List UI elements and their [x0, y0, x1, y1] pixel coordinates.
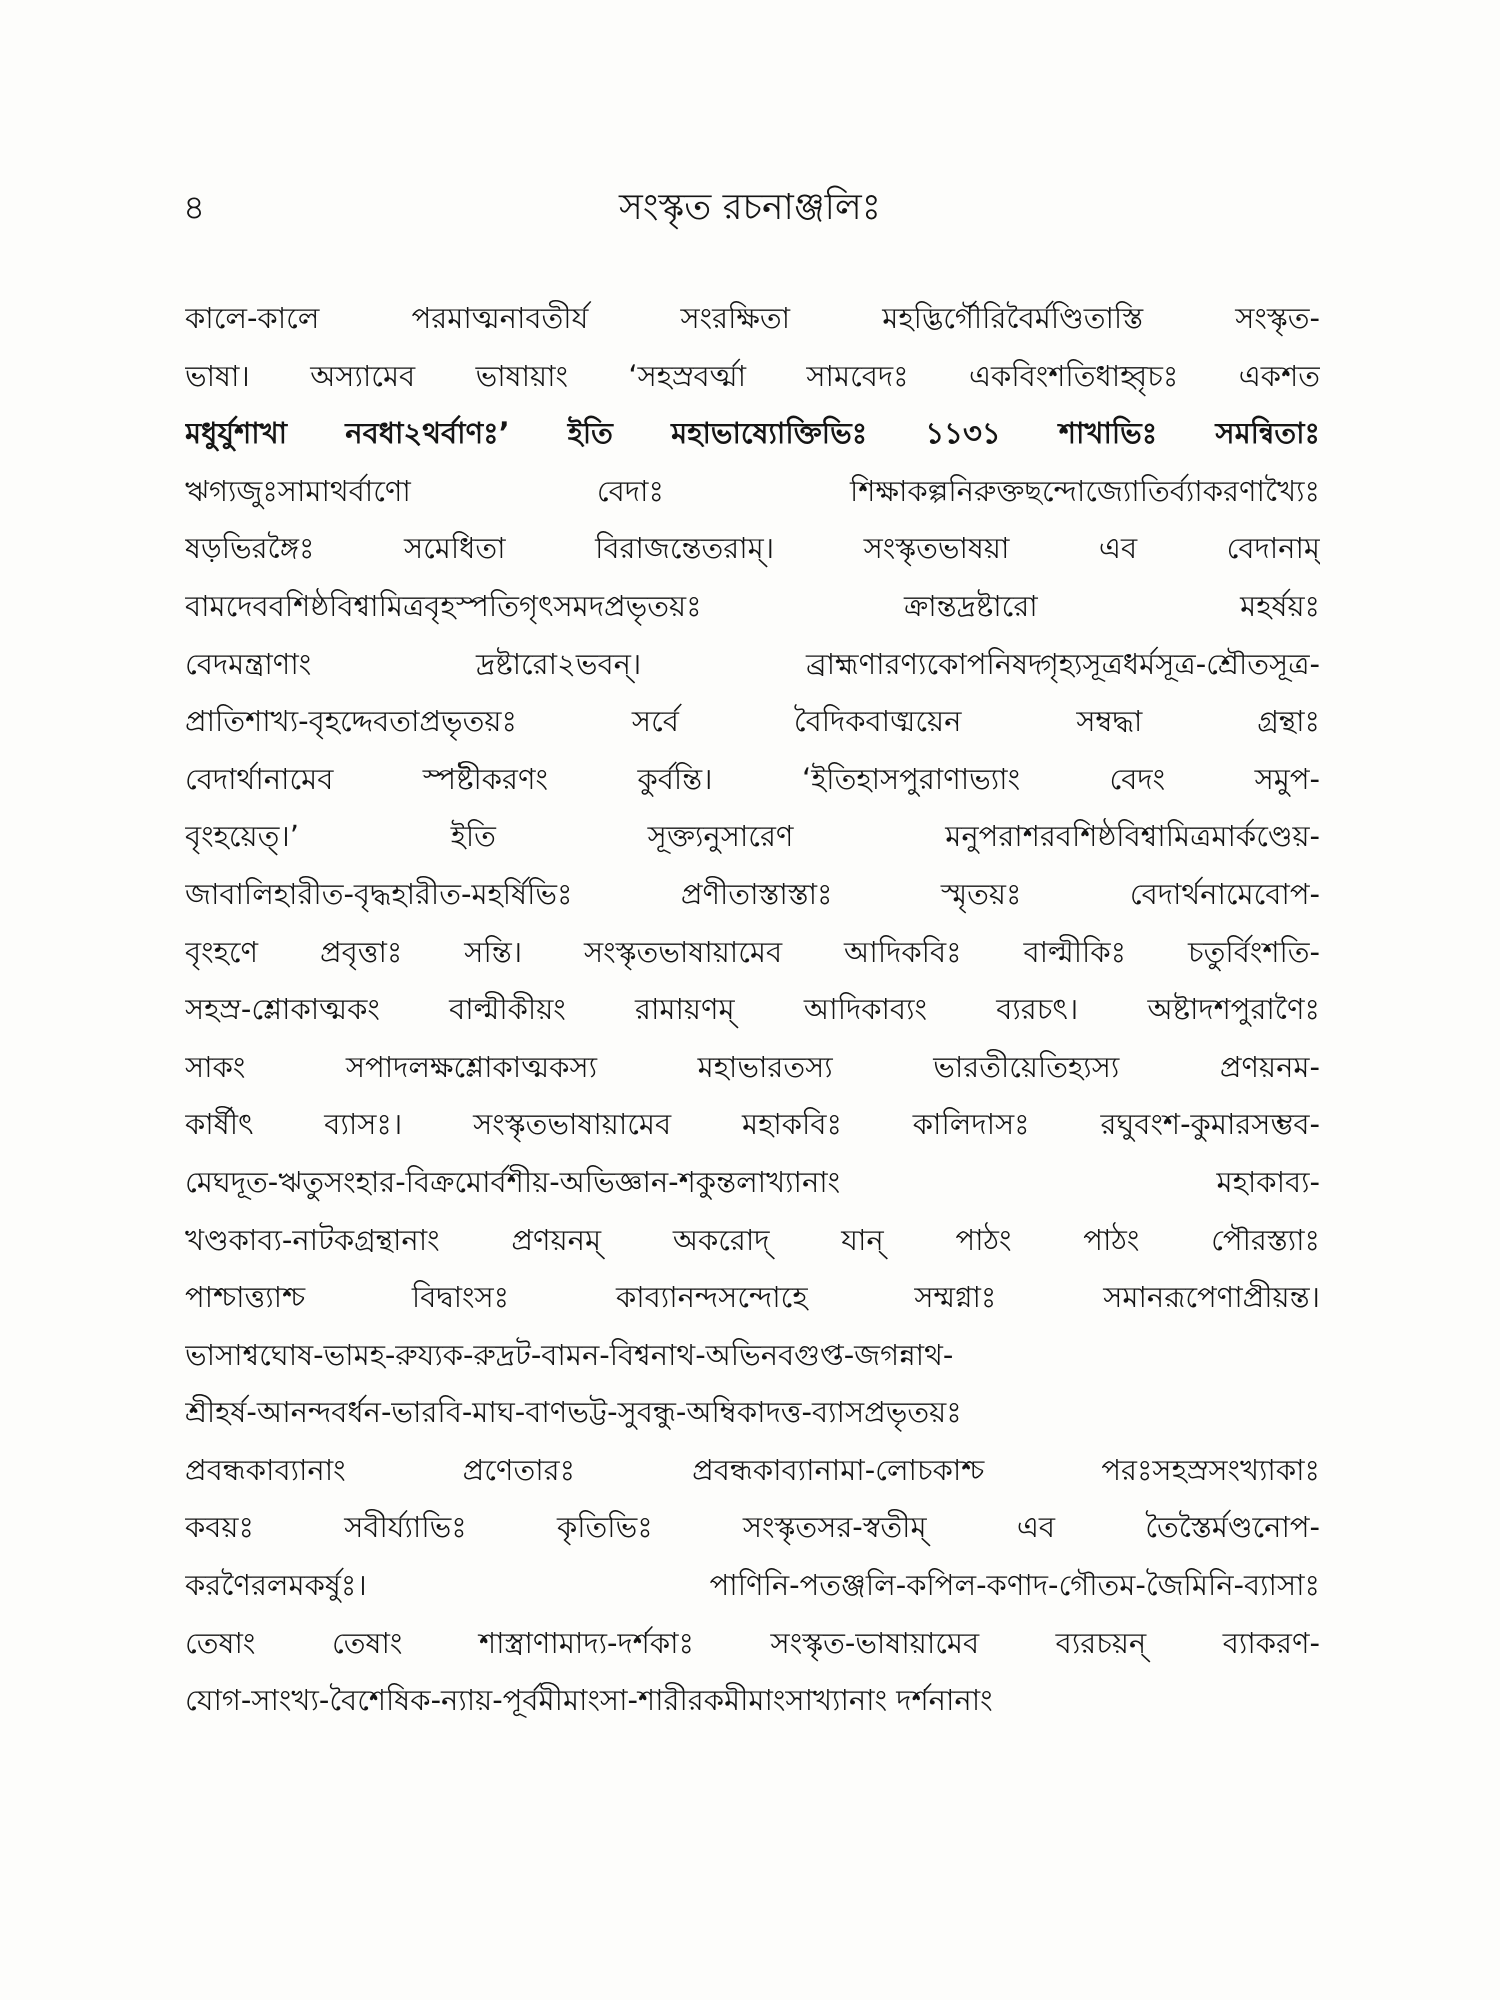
text-line: বেদার্থানামেব স্পষ্টীকরণং কুর্বন্তি। ‘ইতিহাসপুরাণাভ্যাং বেদং সমুপ-	[185, 761, 1320, 796]
text-line: খণ্ডকাব্য-নাটকগ্রন্থানাং প্রণয়নম্ অকরোদ্ যান্ পাঠং পাঠং পৌরস্ত্যাঃ	[185, 1222, 1320, 1257]
text-line: বৃংহয়েত্।’ ইতি সূক্ত্যনুসারেণ মনুপরাশরবশিষ্ঠবিশ্বামিত্রমার্কণ্ডেয়-	[185, 819, 1320, 854]
running-title: সংস্কৃত রচনাঞ্জলিঃ	[619, 187, 881, 228]
text-line: কার্ষীৎ ব্যাসঃ। সংস্কৃতভাষায়ামেব মহাকবিঃ কালিদাসঃ রঘুবংশ-কুমারসম্ভব-	[185, 1107, 1320, 1142]
text-line: জাবালিহারীত-বৃদ্ধহারীত-মহর্ষিভিঃ প্রণীতাস্তাস্তাঃ স্মৃতয়ঃ বেদার্থনামেবোপ-	[185, 876, 1320, 911]
body-text	[185, 290, 1320, 1730]
page-header	[0, 178, 1500, 238]
text-line: বৃংহণে প্রবৃত্তাঃ সন্তি। সংস্কৃতভাষায়ামেব আদিকবিঃ বাল্মীকিঃ চতুর্বিংশতি-	[185, 934, 1320, 969]
text-line: ঋগ্যজুঃসামাথর্বাণো বেদাঃ শিক্ষাকল্পনিরুক্তছন্দোজ্যোতির্ব্যাকরণাখ্যৈঃ	[185, 473, 1320, 508]
text-line: ভাসাশ্বঘোষ-ভামহ-রুয্যক-রুদ্রট-বামন-বিশ্বনাথ-অভিনবগুপ্ত-জগন্নাথ-	[185, 1337, 954, 1372]
page-number: ৪	[183, 188, 206, 228]
text-line: ভাষা। অস্যামেব ভাষায়াং ‘সহস্রবর্ত্মা সামবেদঃ একবিংশতিধাহ্বৃচঃ একশত	[185, 358, 1320, 393]
text-line: যোগ-সাংখ্য-বৈশেষিক-ন্যায়-পূর্বমীমাংসা-শারীরকমীমাংসাখ্যানাং দর্শনানাং	[185, 1683, 993, 1718]
text-line: বামদেববশিষ্ঠবিশ্বামিত্রবৃহস্পতিগৃৎসমদপ্রভৃতয়ঃ ক্রান্তদ্রষ্টারো মহর্ষয়ঃ	[185, 588, 1320, 623]
text-line: শ্রীহর্ষ-আনন্দবর্ধন-ভারবি-মাঘ-বাণভট্ট-সুবন্ধু-অম্বিকাদত্ত-ব্যাসপ্রভৃতয়ঃ	[185, 1395, 962, 1430]
text-line: বেদমন্ত্রাণাং দ্রষ্টারো২ভবন্। ব্রাহ্মণারণ্যকোপনিষদ্গৃহ্যসূত্রধর্মসূত্র-শ্রৌতসূত্র-	[185, 646, 1320, 681]
text-line: মধুর্যুশাখা নবধা২থর্বাণঃ’ ইতি মহাভাষ্যোক্তিভিঃ ১১৩১ শাখাভিঃ সমন্বিতাঃ	[185, 416, 1320, 451]
text-line: তেষাং তেষাং শাস্ত্রাণামাদ্য-দর্শকাঃ সংস্কৃত-ভাষায়ামেব ব্যরচয়ন্ ব্যাকরণ-	[185, 1625, 1320, 1660]
text-line: ষড়ভিরঙ্গৈঃ সমেধিতা বিরাজন্তেতরাম্। সংস্কৃতভাষয়া এব বেদানাম্	[185, 531, 1320, 566]
text-line: প্রাতিশাখ্য-বৃহদ্দেবতাপ্রভৃতয়ঃ সর্বে বৈদিকবাঙ্ময়েন সম্বদ্ধা গ্রন্থাঃ	[185, 704, 1320, 739]
text-line: কালে-কালে পরমাত্মনাবতীর্য সংরক্ষিতা মহদ্ভির্গৌরিবৈর্মণ্ডিতাস্তি সংস্কৃত-	[185, 301, 1320, 335]
text-line: সহস্র-শ্লোকাত্মকং বাল্মীকীয়ং রামায়ণম্ আদিকাব্যং ব্যরচৎ। অষ্টাদশপুরাণৈঃ	[185, 992, 1320, 1027]
text-line: প্রবন্ধকাব্যানাং প্রণেতারঃ প্রবন্ধকাব্যানামা-লোচকাশ্চ পরঃসহস্রসংখ্যাকাঃ	[185, 1452, 1320, 1487]
text-line: সাকং সপাদলক্ষশ্লোকাত্মকস্য মহাভারতস্য ভারতীয়েতিহ্যস্য প্রণয়নম-	[185, 1049, 1320, 1084]
text-line: পাশ্চাত্ত্যাশ্চ বিদ্বাংসঃ কাব্যানন্দসন্দোহে সম্মগ্নাঃ সমানরূপেণাপ্রীয়ন্ত।	[185, 1280, 1320, 1315]
text-line: কবয়ঃ সবীর্য্যাভিঃ কৃতিভিঃ সংস্কৃতসর-স্বতীম্ এব তৈস্তৈর্মণ্ডনোপ-	[185, 1510, 1320, 1545]
text-line: মেঘদূত-ঋতুসংহার-বিক্রমোর্বশীয়-অভিজ্ঞান-শকুন্তলাখ্যানাং মহাকাব্য-	[185, 1164, 1320, 1199]
text-line: করণৈরলমকর্ষুঃ। পাণিনি-পতঞ্জলি-কপিল-কণাদ-গৌতম-জৈমিনি-ব্যাসাঃ	[185, 1568, 1320, 1603]
